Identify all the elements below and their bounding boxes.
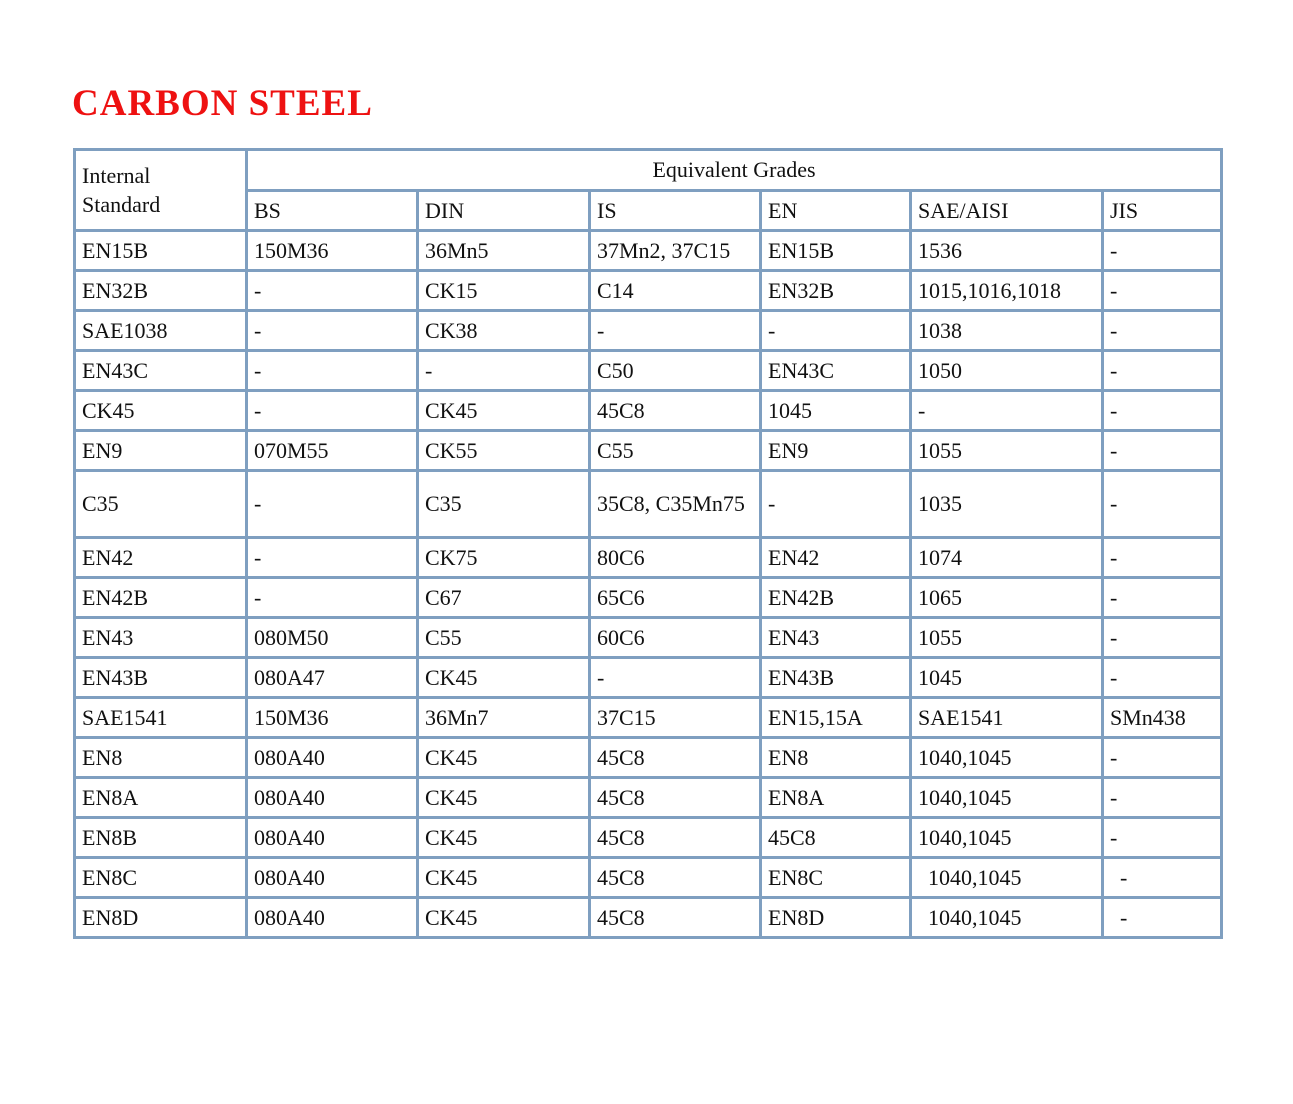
cell-din: C67 xyxy=(418,578,590,618)
cell-sae-aisi: 1040,1045 xyxy=(911,738,1103,778)
cell-jis: - xyxy=(1103,471,1222,538)
cell-din: CK45 xyxy=(418,738,590,778)
cell-bs: - xyxy=(247,538,418,578)
cell-din: C55 xyxy=(418,618,590,658)
cell-internal-standard: EN8 xyxy=(75,738,247,778)
cell-is: 65C6 xyxy=(590,578,761,618)
table-row xyxy=(75,858,1222,898)
table-row xyxy=(75,471,1222,538)
cell-bs: - xyxy=(247,471,418,538)
cell-en: EN32B xyxy=(761,271,911,311)
cell-bs: - xyxy=(247,391,418,431)
cell-en: EN42 xyxy=(761,538,911,578)
cell-sae-aisi: 1536 xyxy=(911,231,1103,271)
cell-sae-aisi: 1040,1045 xyxy=(911,818,1103,858)
cell-is: 45C8 xyxy=(590,391,761,431)
cell-sae-aisi: 1055 xyxy=(911,431,1103,471)
cell-en: EN43C xyxy=(761,351,911,391)
table-row xyxy=(75,618,1222,658)
page-title: CARBON STEEL xyxy=(72,83,373,124)
cell-sae-aisi: 1040,1045 xyxy=(911,898,1103,938)
cell-sae-aisi: SAE1541 xyxy=(911,698,1103,738)
column-header-sae-aisi: SAE/AISI xyxy=(911,191,1103,231)
cell-jis: - xyxy=(1103,311,1222,351)
cell-is: 80C6 xyxy=(590,538,761,578)
cell-bs: 080M50 xyxy=(247,618,418,658)
table-row xyxy=(75,311,1222,351)
cell-jis: - xyxy=(1103,351,1222,391)
table-row xyxy=(75,898,1222,938)
cell-is: - xyxy=(590,658,761,698)
cell-bs: 080A47 xyxy=(247,658,418,698)
cell-en: EN42B xyxy=(761,578,911,618)
cell-is: 45C8 xyxy=(590,818,761,858)
cell-jis: - xyxy=(1103,538,1222,578)
cell-bs: 080A40 xyxy=(247,778,418,818)
cell-jis: - xyxy=(1103,778,1222,818)
cell-din: 36Mn7 xyxy=(418,698,590,738)
cell-jis: - xyxy=(1103,858,1222,898)
cell-sae-aisi: 1045 xyxy=(911,658,1103,698)
cell-is: 37Mn2, 37C15 xyxy=(590,231,761,271)
cell-sae-aisi: 1038 xyxy=(911,311,1103,351)
cell-din: CK38 xyxy=(418,311,590,351)
cell-en: EN15,15A xyxy=(761,698,911,738)
column-header-din: DIN xyxy=(418,191,590,231)
cell-sae-aisi: 1040,1045 xyxy=(911,778,1103,818)
cell-sae-aisi: 1065 xyxy=(911,578,1103,618)
table-body xyxy=(75,150,1222,938)
cell-en: EN43 xyxy=(761,618,911,658)
cell-en: EN15B xyxy=(761,231,911,271)
carbon-steel-grades-table xyxy=(73,148,1223,939)
header-internal-standard-line2: Standard xyxy=(82,192,161,217)
cell-jis: - xyxy=(1103,658,1222,698)
cell-internal-standard: EN9 xyxy=(75,431,247,471)
cell-is: C55 xyxy=(590,431,761,471)
cell-din: CK15 xyxy=(418,271,590,311)
column-header-en: EN xyxy=(761,191,911,231)
table-row xyxy=(75,578,1222,618)
cell-sae-aisi: 1040,1045 xyxy=(911,858,1103,898)
cell-din: CK55 xyxy=(418,431,590,471)
cell-bs: - xyxy=(247,351,418,391)
cell-din: CK45 xyxy=(418,818,590,858)
cell-sae-aisi: - xyxy=(911,391,1103,431)
cell-jis: - xyxy=(1103,271,1222,311)
cell-internal-standard: EN42B xyxy=(75,578,247,618)
cell-din: CK45 xyxy=(418,391,590,431)
header-row-columns xyxy=(75,191,1222,231)
cell-din: CK75 xyxy=(418,538,590,578)
cell-jis: - xyxy=(1103,618,1222,658)
table-row xyxy=(75,271,1222,311)
header-equivalent-grades: Equivalent Grades xyxy=(247,150,1222,191)
cell-internal-standard: EN8D xyxy=(75,898,247,938)
cell-is: 45C8 xyxy=(590,738,761,778)
cell-en: EN9 xyxy=(761,431,911,471)
cell-bs: 150M36 xyxy=(247,231,418,271)
cell-en: 1045 xyxy=(761,391,911,431)
cell-internal-standard: EN43 xyxy=(75,618,247,658)
cell-bs: - xyxy=(247,578,418,618)
cell-is: 45C8 xyxy=(590,858,761,898)
column-header-is: IS xyxy=(590,191,761,231)
cell-internal-standard: SAE1038 xyxy=(75,311,247,351)
cell-jis: - xyxy=(1103,431,1222,471)
cell-sae-aisi: 1074 xyxy=(911,538,1103,578)
cell-bs: 080A40 xyxy=(247,818,418,858)
cell-en: 45C8 xyxy=(761,818,911,858)
cell-internal-standard: EN8B xyxy=(75,818,247,858)
cell-internal-standard: EN15B xyxy=(75,231,247,271)
cell-is: - xyxy=(590,311,761,351)
cell-internal-standard: C35 xyxy=(75,471,247,538)
cell-en: EN8D xyxy=(761,898,911,938)
cell-internal-standard: EN32B xyxy=(75,271,247,311)
table-row xyxy=(75,778,1222,818)
column-header-bs: BS xyxy=(247,191,418,231)
table-row xyxy=(75,231,1222,271)
table-row xyxy=(75,658,1222,698)
cell-en: EN8A xyxy=(761,778,911,818)
cell-jis: - xyxy=(1103,391,1222,431)
cell-en: - xyxy=(761,471,911,538)
cell-din: CK45 xyxy=(418,658,590,698)
cell-din: CK45 xyxy=(418,778,590,818)
cell-en: EN43B xyxy=(761,658,911,698)
table-row xyxy=(75,391,1222,431)
table-row xyxy=(75,698,1222,738)
cell-bs: 080A40 xyxy=(247,898,418,938)
cell-din: 36Mn5 xyxy=(418,231,590,271)
cell-jis: - xyxy=(1103,231,1222,271)
cell-internal-standard: SAE1541 xyxy=(75,698,247,738)
cell-din: CK45 xyxy=(418,898,590,938)
header-internal-standard-line1: Internal xyxy=(82,163,151,188)
cell-is: C50 xyxy=(590,351,761,391)
cell-is: C14 xyxy=(590,271,761,311)
table-row xyxy=(75,431,1222,471)
cell-is: 37C15 xyxy=(590,698,761,738)
cell-din: - xyxy=(418,351,590,391)
table-row xyxy=(75,818,1222,858)
table-row xyxy=(75,351,1222,391)
header-internal-standard xyxy=(75,150,247,231)
cell-sae-aisi: 1035 xyxy=(911,471,1103,538)
cell-jis: - xyxy=(1103,898,1222,938)
cell-internal-standard: EN42 xyxy=(75,538,247,578)
cell-jis: - xyxy=(1103,738,1222,778)
cell-internal-standard: EN43B xyxy=(75,658,247,698)
cell-jis: - xyxy=(1103,818,1222,858)
column-header-jis: JIS xyxy=(1103,191,1222,231)
cell-bs: 080A40 xyxy=(247,738,418,778)
table-row xyxy=(75,538,1222,578)
cell-sae-aisi: 1050 xyxy=(911,351,1103,391)
cell-is: 45C8 xyxy=(590,898,761,938)
table-row xyxy=(75,738,1222,778)
cell-en: - xyxy=(761,311,911,351)
cell-bs: - xyxy=(247,271,418,311)
cell-jis: - xyxy=(1103,578,1222,618)
cell-bs: 080A40 xyxy=(247,858,418,898)
cell-en: EN8C xyxy=(761,858,911,898)
cell-jis: SMn438 xyxy=(1103,698,1222,738)
cell-en: EN8 xyxy=(761,738,911,778)
header-row-top xyxy=(75,150,1222,191)
cell-internal-standard: EN8A xyxy=(75,778,247,818)
cell-din: C35 xyxy=(418,471,590,538)
cell-din: CK45 xyxy=(418,858,590,898)
cell-internal-standard: EN43C xyxy=(75,351,247,391)
cell-bs: - xyxy=(247,311,418,351)
cell-is: 45C8 xyxy=(590,778,761,818)
cell-is: 60C6 xyxy=(590,618,761,658)
cell-is: 35C8, C35Mn75 xyxy=(590,471,761,538)
cell-sae-aisi: 1055 xyxy=(911,618,1103,658)
cell-bs: 150M36 xyxy=(247,698,418,738)
cell-sae-aisi: 1015,1016,1018 xyxy=(911,271,1103,311)
cell-bs: 070M55 xyxy=(247,431,418,471)
cell-internal-standard: EN8C xyxy=(75,858,247,898)
cell-internal-standard: CK45 xyxy=(75,391,247,431)
